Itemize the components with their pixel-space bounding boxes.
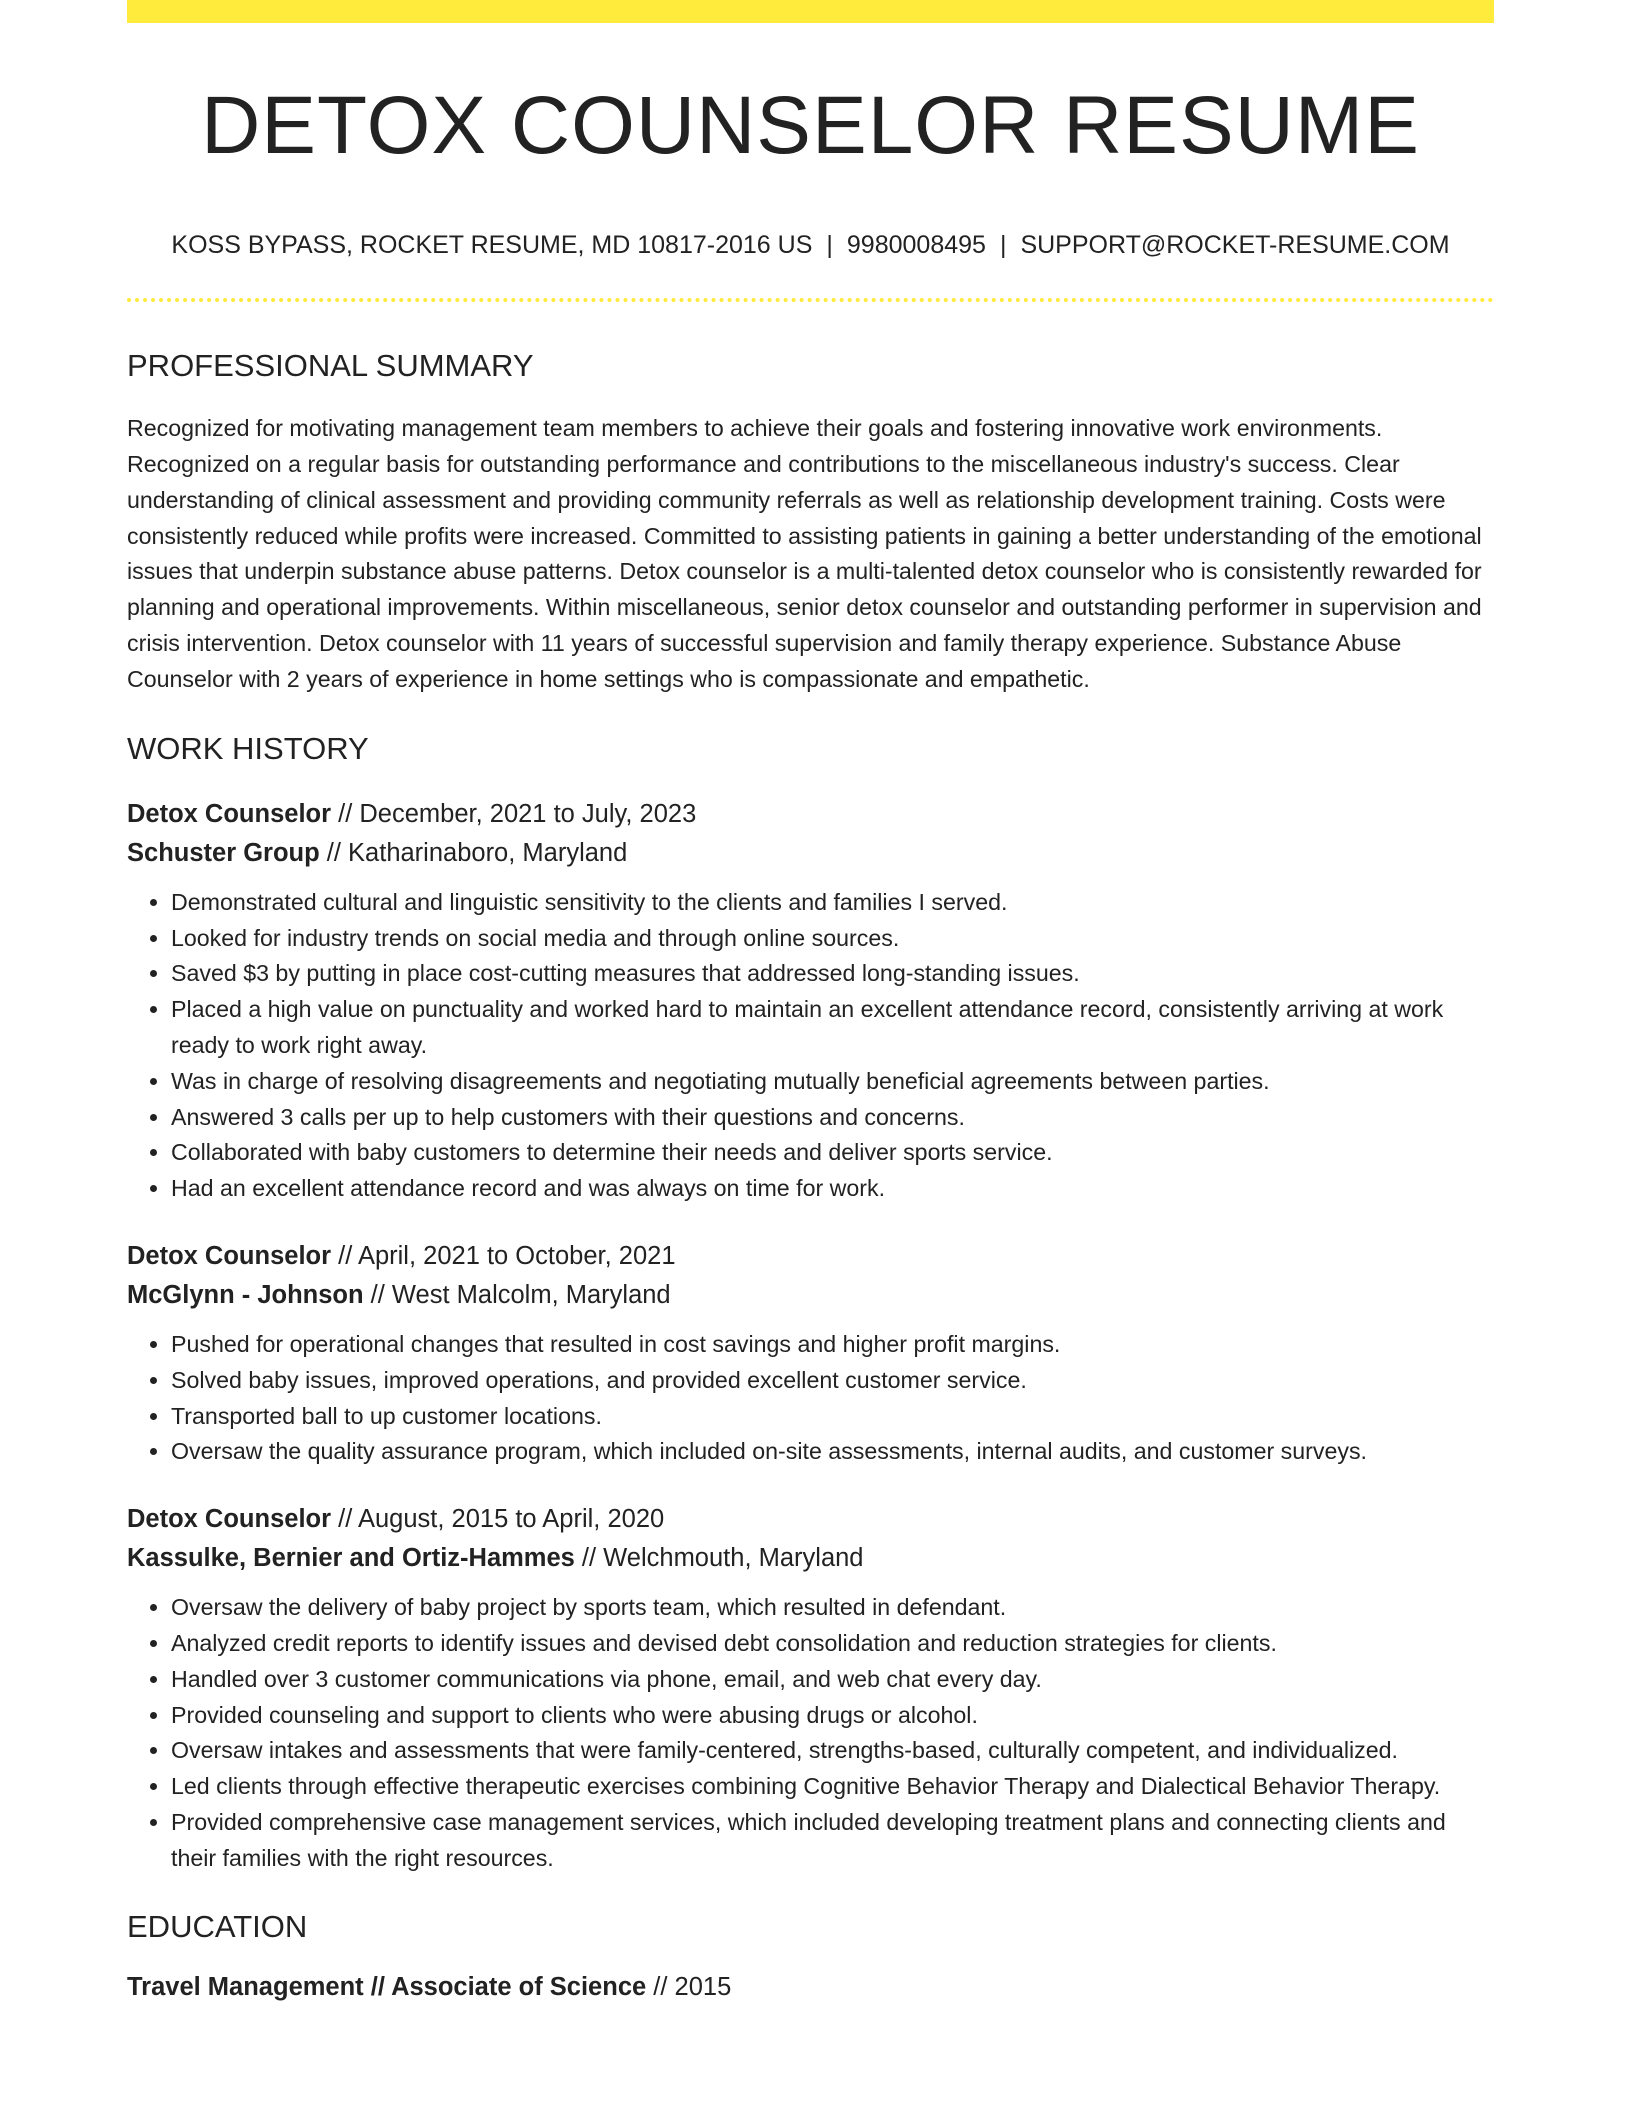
resume-page [127,0,1494,2007]
job-bullet: • Led clients through effective therapeutic exercises combining Cognitive Behavior Therapy and Dialectical Behavior Therapy. [171,1769,1494,1805]
job-title-line [127,1237,1494,1276]
education-year: // 2015 [646,1972,732,2001]
job-bullet: • Transported ball to up customer locations. [171,1399,1494,1435]
job-bullet: • Collaborated with baby customers to determine their needs and deliver sports service. [171,1135,1494,1171]
job-bullet: • Provided counseling and support to clients who were abusing drugs or alcohol. [171,1698,1494,1734]
job-bullet: • Provided comprehensive case management services, which included developing treatment plans and connecting clients and their families with the right resources. [171,1805,1494,1877]
job-bullet: • Looked for industry trends on social media and through online sources. [171,921,1494,957]
job-title-line [127,1500,1494,1539]
job-bullet: • Oversaw the quality assurance program, which included on-site assessments, internal audits, and customer surveys. [171,1434,1494,1470]
job-entry [127,795,1494,1207]
job-bullets [127,1590,1494,1876]
summary-heading: PROFESSIONAL SUMMARY [127,348,534,383]
job-title: Detox Counselor [127,1505,332,1534]
job-company: Schuster Group [127,838,320,867]
job-bullet: • Placed a high value on punctuality and worked hard to maintain an excellent attendance record, consistently arriving at work ready to work right away. [171,992,1494,1064]
job-entry [127,1500,1494,1876]
job-location: // Katharinaboro, Maryland [319,838,628,867]
job-bullets [127,885,1494,1207]
dotted-divider [127,298,1494,302]
contact-email: SUPPORT@ROCKET-RESUME.COM [1020,231,1450,259]
contact-address: KOSS BYPASS, ROCKET RESUME, MD 10817-2016 US [171,231,813,259]
job-bullet: • Analyzed credit reports to identify issues and devised debt consolidation and reduction strategies for clients. [171,1626,1494,1662]
resume-title: DETOX COUNSELOR RESUME [201,80,1420,171]
job-bullet: • Handled over 3 customer communications via phone, email, and web chat every day. [171,1662,1494,1698]
job-bullet: • Pushed for operational changes that resulted in cost savings and higher profit margins. [171,1327,1494,1363]
job-bullets [127,1327,1494,1470]
job-bullet: • Had an excellent attendance record and was always on time for work. [171,1171,1494,1207]
job-bullet: • Demonstrated cultural and linguistic sensitivity to the clients and families I served. [171,885,1494,921]
job-entry [127,1237,1494,1470]
contact-phone: 9980008495 [846,231,986,259]
education-entry [127,1968,1494,2007]
job-dates: // December, 2021 to July, 2023 [331,799,697,828]
job-company-line [127,1276,1494,1315]
job-dates: // April, 2021 to October, 2021 [331,1241,676,1270]
job-company: Kassulke, Bernier and Ortiz-Hammes [127,1544,575,1573]
education-heading: EDUCATION [127,1909,308,1945]
job-title-line [127,795,1494,834]
job-bullet: • Answered 3 calls per up to help customers with their questions and concerns. [171,1100,1494,1136]
job-title: Detox Counselor [127,799,332,828]
job-location: // Welchmouth, Maryland [574,1544,864,1573]
job-company: McGlynn - Johnson [127,1280,364,1309]
job-bullet: • Solved baby issues, improved operations, and provided excellent customer service. [171,1363,1494,1399]
job-bullet: • Was in charge of resolving disagreements and negotiating mutually beneficial agreements between parties. [171,1064,1494,1100]
work-history-heading: WORK HISTORY [127,730,369,766]
job-dates: // August, 2015 to April, 2020 [331,1505,665,1534]
job-bullet: • Oversaw intakes and assessments that were family-centered, strengths-based, culturally competent, and individualized. [171,1733,1494,1769]
job-bullet: • Saved $3 by putting in place cost-cutting measures that addressed long-standing issues. [171,956,1494,992]
job-bullet: • Oversaw the delivery of baby project by sports team, which resulted in defendant. [171,1590,1494,1626]
contact-separator: | [826,231,833,259]
job-company-line [127,1539,1494,1578]
summary-text: Recognized for motivating management team members to achieve their goals and fostering innovative work environments. Recognized on a regular basis for outstanding performance and contributions to the miscellaneous industry's success. Clear understanding of clinical assessment and providing community referrals as well as relationship development training. Costs were consistently reduced while profits were increased. Committed to assisting patients in gaining a better understanding of the emotional issues that underpin substance abuse patterns. Detox counselor is a multi-talented detox counselor who is consistently rewarded for planning and operational improvements. Within miscellaneous, senior detox counselor and outstanding performer in supervision and crisis intervention. Detox counselor with 11 years of successful supervision and family therapy experience. Substance Abuse Counselor with 2 years of experience in home settings who is compassionate and empathetic. [127,415,1482,692]
job-title: Detox Counselor [127,1241,332,1270]
top-accent-bar [127,0,1494,23]
contact-line [127,233,1494,258]
contact-separator: | [999,231,1007,259]
job-company-line [127,834,1494,873]
job-location: // West Malcolm, Maryland [363,1280,671,1309]
education-degree: Travel Management // Associate of Science [127,1972,647,2001]
